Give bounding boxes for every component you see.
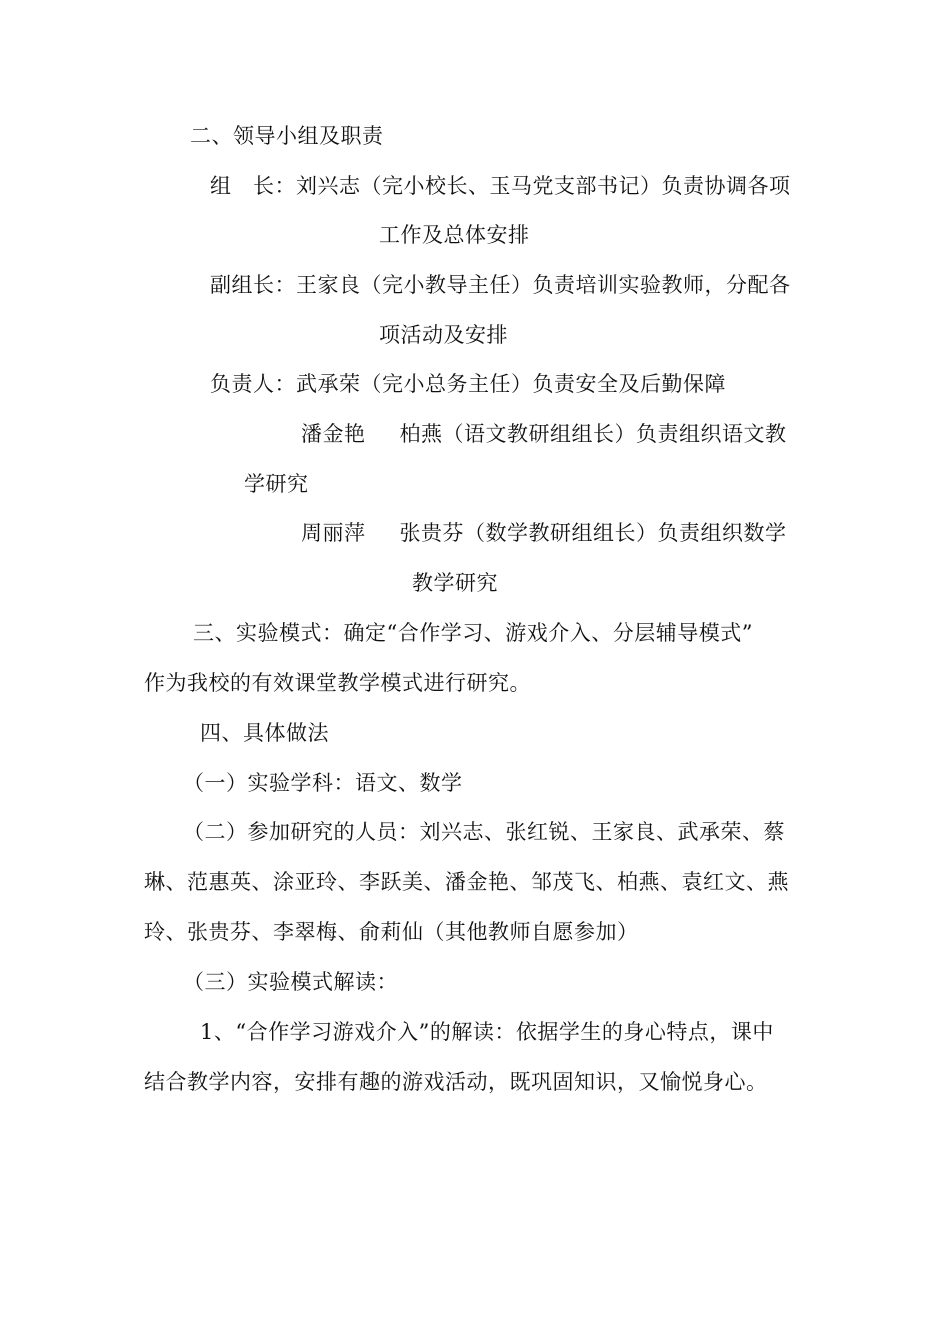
deputy-line	[210, 270, 791, 300]
math-group-line	[301, 518, 787, 548]
math-text-cont: 教学研究	[412, 571, 498, 595]
math-names: 周丽萍	[301, 521, 366, 545]
chinese-names: 潘金艳	[301, 422, 366, 446]
chinese-text: 柏燕（语文教研组组长）负责组织语文教	[399, 422, 787, 446]
responsible-label: 负责人：	[210, 372, 296, 396]
leader-text: 刘兴志（完小校长、玉马党支部书记）负责协调各项	[296, 174, 791, 198]
interpretation-heading: （三）实验模式解读：	[183, 970, 398, 994]
participants-line3: 玲、张贵芬、李翠梅、俞莉仙（其他教师自愿参加）	[144, 920, 639, 944]
section4-heading: 四、具体做法	[200, 721, 329, 745]
responsible-line	[210, 369, 726, 399]
math-text: 张贵芬（数学教研组组长）负责组织数学	[399, 521, 787, 545]
section3-line2: 作为我校的有效课堂教学模式进行研究。	[144, 671, 531, 695]
leader-label: 组 长：	[210, 174, 296, 198]
leader-line	[210, 171, 791, 201]
deputy-text: 王家良（完小教导主任）负责培训实验教师，分配各	[296, 273, 791, 297]
subjects-line: （一）实验学科：语文、数学	[183, 771, 463, 795]
responsible-text: 武承荣（完小总务主任）负责安全及后勤保障	[296, 372, 726, 396]
participants-line1: （二）参加研究的人员：刘兴志、张红锐、王家良、武承荣、蔡	[183, 820, 785, 844]
participants-line2: 琳、范惠英、涂亚玲、李跃美、潘金艳、邹茂飞、柏燕、袁红文、燕	[144, 870, 789, 894]
leader-text-cont: 工作及总体安排	[379, 223, 530, 247]
chinese-group-line	[301, 419, 787, 449]
section2-heading: 二、领导小组及职责	[190, 124, 384, 148]
deputy-text-cont: 项活动及安排	[379, 323, 508, 347]
chinese-text-cont: 学研究	[244, 472, 309, 496]
item1-line2: 结合教学内容，安排有趣的游戏活动，既巩固知识，又愉悦身心。	[144, 1070, 768, 1094]
item1-line1: 1、“合作学习游戏介入”的解读：依据学生的身心特点，课中	[200, 1020, 774, 1044]
section3-line1: 三、实验模式：确定“合作学习、游戏介入、分层辅导模式”	[193, 621, 753, 645]
deputy-label: 副组长：	[210, 273, 296, 297]
